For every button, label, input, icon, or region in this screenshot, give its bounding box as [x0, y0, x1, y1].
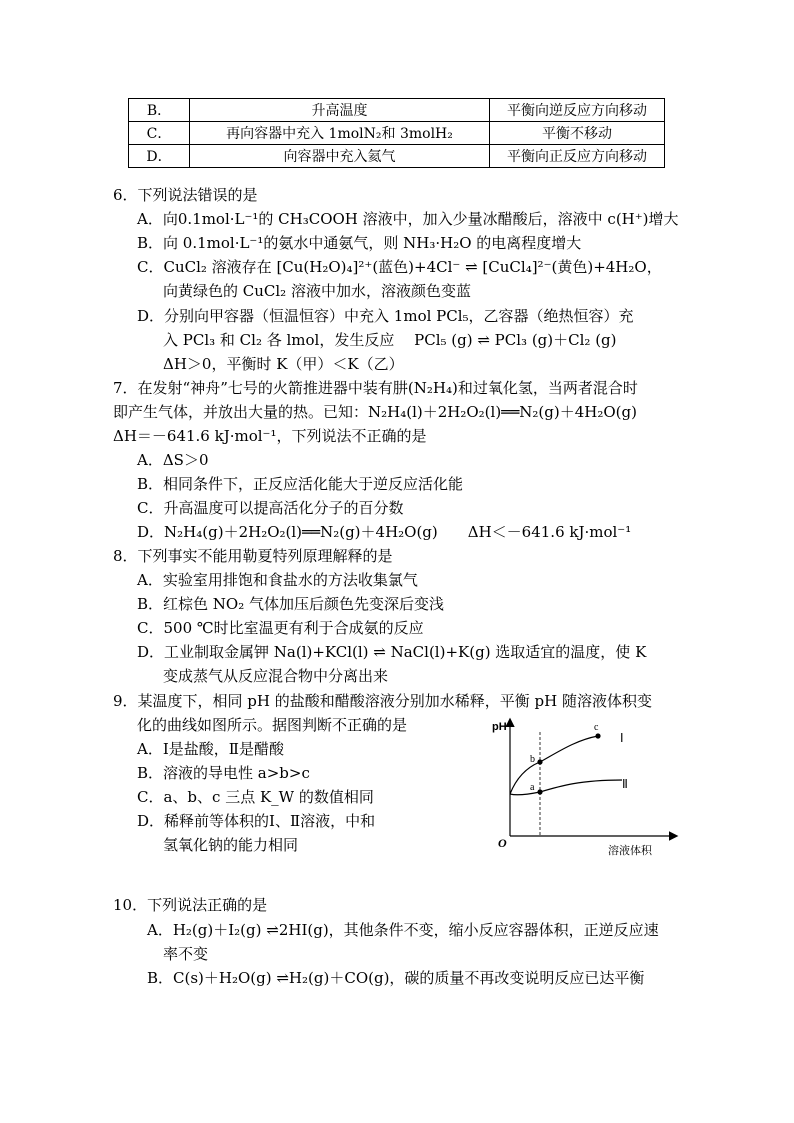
options-table	[128, 98, 665, 168]
q7-option-b: B．相同条件下，正反应活化能大于逆反应活化能	[137, 475, 464, 493]
q6-option-c-cont: 向黄绿色的 CuCl₂ 溶液中加水，溶液颜色变蓝	[163, 282, 471, 300]
q7-option-a: A．ΔS＞0	[137, 451, 209, 469]
q8-option-b: B．红棕色 NO₂ 气体加压后颜色先变深后变浅	[137, 595, 444, 613]
q8-option-a: A．实验室用排饱和食盐水的方法收集氯气	[137, 571, 418, 589]
q6-option-d: D．分别向甲容器（恒温恒容）中充入 1mol PCl₅，乙容器（绝热恒容）充	[137, 307, 634, 325]
curve-ii-label: Ⅱ	[622, 777, 628, 791]
row-condition: 升高温度	[190, 99, 490, 122]
q6-stem: 6．下列说法错误的是	[113, 186, 258, 204]
q8-option-d: D．工业制取金属钾 Na(l)+KCl(l) ⇌ NaCl(l)+K(g) 选取适宜的温度，使 K	[137, 643, 647, 661]
q7-stem-cont: 即产生气体，并放出大量的热。已知：N₂H₄(l)＋2H₂O₂(l)══N₂(g)＋4H₂O(g)	[113, 403, 637, 421]
table-row	[129, 99, 665, 122]
q8-option-d-cont: 变成蒸气从反应混合物中分离出来	[163, 667, 389, 685]
x-axis-label: 溶液体积	[608, 845, 652, 857]
q6-option-d-cont2: ΔH＞0，平衡时 K（甲）＜K（乙）	[163, 355, 404, 373]
q9-option-c: C．a、b、c 三点 K_W 的数值相同	[137, 788, 374, 806]
q7-option-c: C．升高温度可以提高活化分子的百分数	[137, 499, 404, 517]
q6-option-c: C．CuCl₂ 溶液存在 [Cu(H₂O)₄]²⁺(蓝色)+4Cl⁻ ⇌ [CuCl₄]²⁻(黄色)+4H₂O，	[137, 258, 662, 276]
point-c-label: c	[594, 722, 599, 733]
q10-option-b: B．C(s)＋H₂O(g) ⇌H₂(g)＋CO(g)，碳的质量不再改变说明反应已达平衡	[147, 969, 645, 987]
q9-stem: 9．某温度下，相同 pH 的盐酸和醋酸溶液分别加水稀释，平衡 pH 随溶液体积变	[113, 692, 652, 710]
origin-label: O	[498, 836, 507, 850]
q7-stem: 7．在发射“神舟”七号的火箭推进器中装有肼(N₂H₄)和过氧化氢，当两者混合时	[113, 379, 638, 397]
point-b	[537, 759, 542, 764]
q7-option-d: D．N₂H₄(g)＋2H₂O₂(l)══N₂(g)＋4H₂O(g) ΔH＜－641.6 kJ·mol⁻¹	[137, 523, 632, 541]
q6-option-b: B．向 0.1mol·L⁻¹的氨水中通氨气，则 NH₃·H₂O 的电离程度增大	[137, 234, 582, 252]
q7-stem-cont2: ΔH＝－641.6 kJ·mol⁻¹，下列说法不正确的是	[113, 427, 427, 445]
curve-i	[510, 736, 598, 794]
q9-option-d-cont: 氢氧化钠的能力相同	[163, 836, 299, 854]
ph-dilution-graph	[490, 712, 690, 862]
row-result: 平衡向正反应方向移动	[490, 145, 665, 168]
row-result: 平衡向逆反应方向移动	[490, 99, 665, 122]
point-a-label: a	[530, 782, 535, 793]
row-result: 平衡不移动	[490, 122, 665, 145]
q6-option-d-cont: 入 PCl₃ 和 Cl₂ 各 lmol，发生反应 PCl₅ (g) ⇌ PCl₃ (g)＋Cl₂ (g)	[163, 331, 617, 349]
row-label: B．	[129, 99, 190, 122]
curve-ii	[510, 780, 622, 795]
y-axis-label: pH	[492, 721, 507, 733]
point-c	[595, 733, 600, 738]
q9-option-a: A．Ⅰ是盐酸，Ⅱ是醋酸	[137, 740, 284, 758]
point-b-label: b	[530, 754, 535, 765]
q10-option-a: A．H₂(g)＋I₂(g) ⇌2HI(g)，其他条件不变，缩小反应容器体积，正逆反应速	[147, 921, 659, 939]
q8-option-c: C．500 ℃时比室温更有利于合成氨的反应	[137, 619, 424, 637]
curve-i-label: Ⅰ	[620, 731, 624, 745]
q8-stem: 8．下列事实不能用勒夏特列原理解释的是	[113, 547, 393, 565]
table-row	[129, 122, 665, 145]
q9-stem-cont: 化的曲线如图所示。据图判断不正确的是	[137, 716, 408, 734]
row-condition: 向容器中充入氦气	[190, 145, 490, 168]
row-condition: 再向容器中充入 1molN₂和 3molH₂	[190, 122, 490, 145]
point-a	[537, 789, 542, 794]
table-row	[129, 145, 665, 168]
q10-stem: 10．下列说法正确的是	[113, 896, 268, 914]
q10-option-a-cont: 率不变	[163, 945, 209, 963]
q6-option-a: A．向0.1mol·L⁻¹的 CH₃COOH 溶液中，加入少量冰醋酸后，溶液中 c(H⁺)增大	[137, 210, 679, 228]
q9-option-b: B．溶液的导电性 a>b>c	[137, 764, 310, 782]
row-label: C．	[129, 122, 190, 145]
row-label: D．	[129, 145, 190, 168]
q9-option-d: D．稀释前等体积的Ⅰ、Ⅱ溶液，中和	[137, 812, 376, 830]
